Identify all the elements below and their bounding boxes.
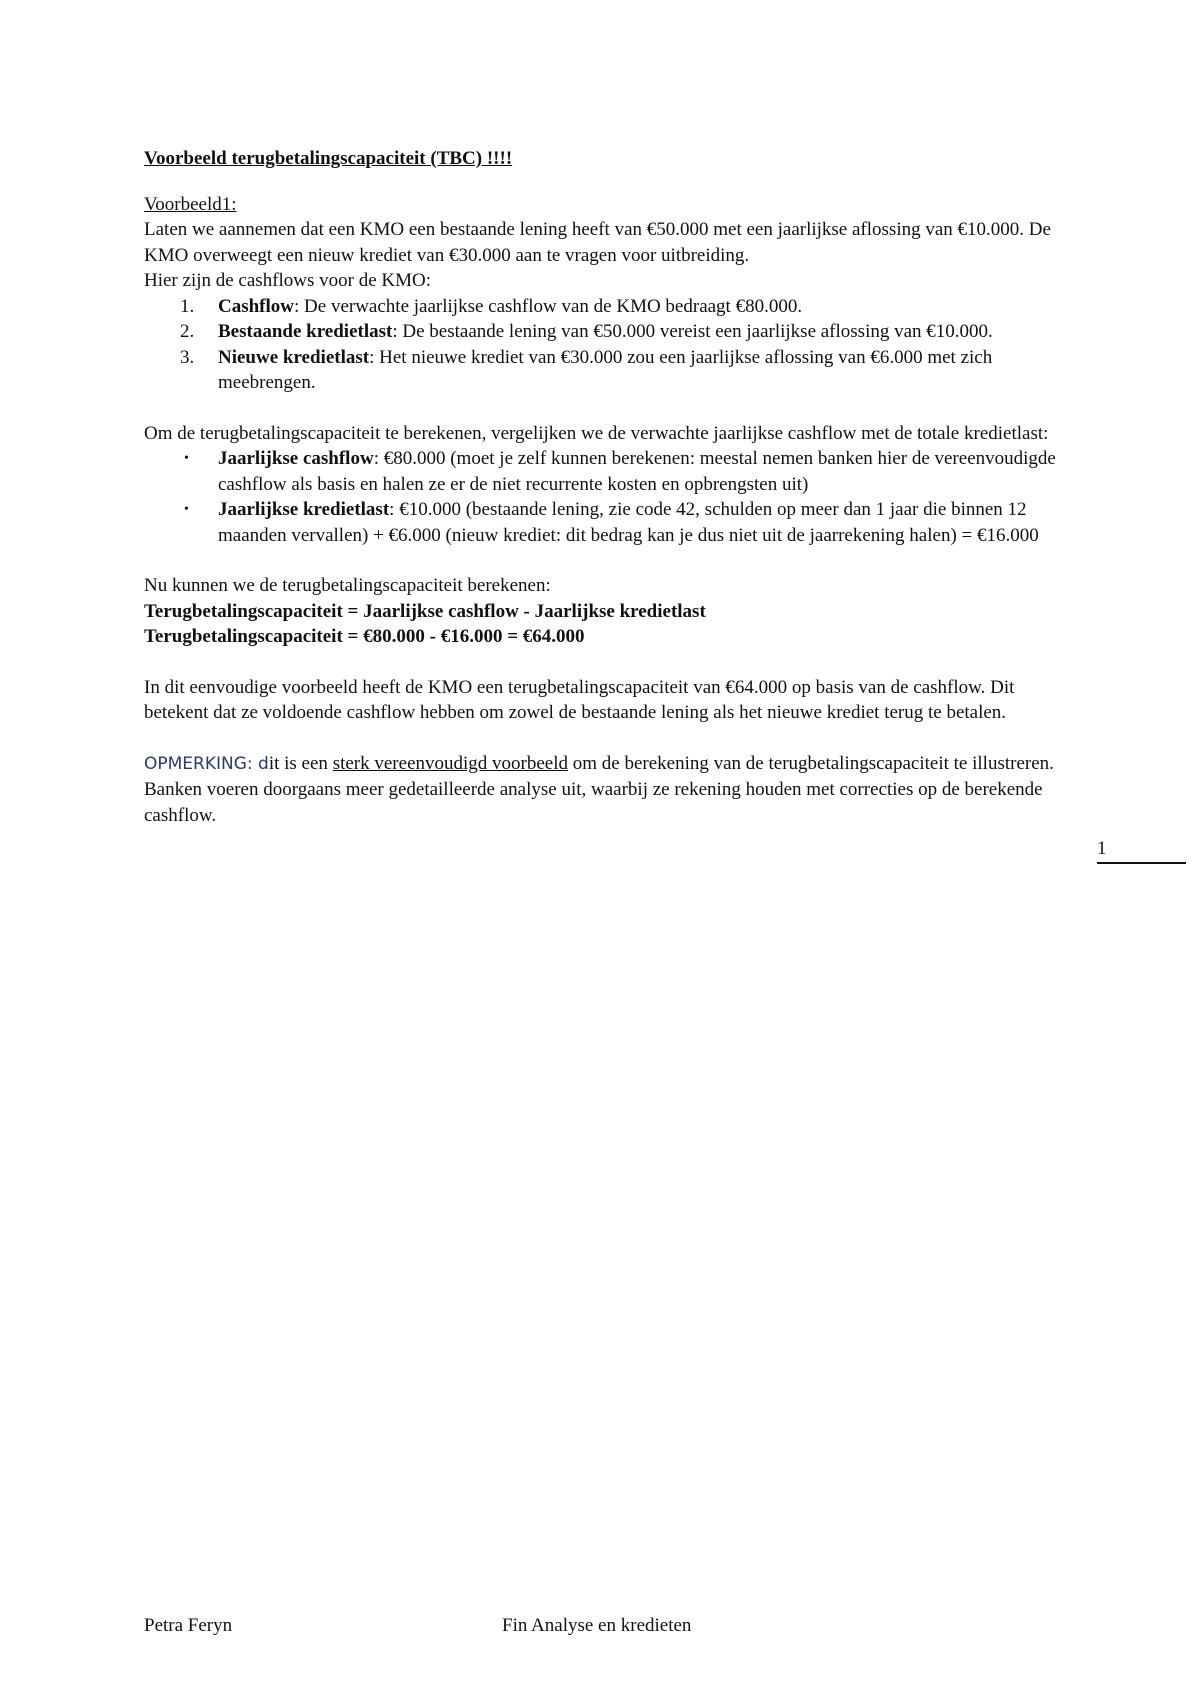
remark-paragraph	[144, 751, 1074, 829]
footer-author: Petra Feryn	[144, 1615, 233, 1636]
cashflows-intro: Hier zijn de cashflows voor de KMO:	[144, 270, 432, 291]
remark-text: om de berekening van de terugbetalingscapaciteit te illustreren. Banken voeren doorgaans meer gedetailleerde analyse uit, waarbij ze rekening houden met correcties op de berekende cashflow.	[144, 752, 1054, 826]
remark-underlined: sterk vereenvoudigd voorbeeld	[332, 752, 568, 774]
document-title: Voorbeeld terugbetalingscapaciteit (TBC) !!!!	[144, 148, 513, 169]
calc-intro: Nu kunnen we de terugbetalingscapaciteit berekenen:	[144, 575, 551, 596]
term-bold: Cashflow	[218, 295, 295, 317]
remark-text: it is een	[268, 752, 333, 774]
list-marker: 1.	[180, 295, 195, 317]
example-label: Voorbeeld1:	[144, 193, 237, 215]
bullet-icon: •	[184, 502, 189, 517]
list-item	[144, 497, 1074, 548]
footer-course: Fin Analyse en kredieten	[502, 1615, 692, 1636]
list-item	[144, 319, 1074, 345]
term-text: : €10.000 (bestaande lening, zie code 42, schulden op meer dan 1 jaar die binnen 12 maanden vervallen) + €6.000 (nieuw krediet: dit bedrag kan je dus niet uit de jaarrekening halen) = €16.000	[218, 499, 1039, 546]
conclusion-paragraph: In dit eenvoudige voorbeeld heeft de KMO een terugbetalingscapaciteit van €64.000 op basis van de cashflow. Dit betekent dat ze voldoende cashflow hebben om zowel de bestaande lening als het nieuwe krediet terug te betalen.	[144, 676, 1015, 723]
compare-intro: Om de terugbetalingscapaciteit te berekenen, vergelijken we de verwachte jaarlijkse cashflow met de totale kredietlast:	[144, 422, 1049, 444]
spacer	[144, 726, 1074, 751]
document-body	[144, 146, 1074, 828]
formula-line	[144, 599, 1074, 625]
intro-paragraph: Laten we aannemen dat een KMO een bestaande lening heeft van €50.000 met een jaarlijkse aflossing van €10.000. De KMO overweegt een nieuw krediet van €30.000 aan te vragen voor uitbreiding.	[144, 219, 1051, 266]
list-marker: 2.	[180, 321, 195, 342]
list-item	[144, 446, 1074, 497]
term-bold: Nieuwe kredietlast	[218, 346, 370, 368]
formula-2: Terugbetalingscapaciteit = €80.000 - €16.000 = €64.000	[144, 626, 585, 647]
bullet-icon: •	[184, 451, 189, 466]
term-text: : De bestaande lening van €50.000 vereist een jaarlijkse aflossing van €10.000.	[392, 321, 993, 342]
formula-1: Terugbetalingscapaciteit = Jaarlijkse cashflow - Jaarlijkse kredietlast	[144, 600, 706, 622]
page-number: 1	[1097, 838, 1107, 859]
spacer	[144, 396, 1074, 421]
numbered-list	[144, 294, 1074, 396]
term-bold: Jaarlijkse kredietlast	[218, 499, 390, 520]
term-text: : Het nieuwe krediet van €30.000 zou een jaarlijkse aflossing van €6.000 met zich meebrengen.	[218, 346, 993, 393]
spacer	[144, 548, 1074, 573]
spacer	[144, 650, 1074, 675]
bullet-list	[144, 446, 1074, 548]
page-number-rule	[1097, 862, 1186, 864]
term-bold: Jaarlijkse cashflow	[218, 448, 374, 469]
list-item	[144, 345, 1074, 396]
term-text: : €80.000 (moet je zelf kunnen berekenen: meestal nemen banken hier de vereenvoudigde cashflow als basis en halen ze er de niet recurrente kosten en opbrengsten uit)	[218, 448, 1056, 495]
remark-label: OPMERKING: d	[144, 753, 269, 774]
list-marker: 3.	[180, 346, 195, 368]
list-item	[144, 294, 1074, 320]
formula-line	[144, 624, 1074, 650]
term-bold: Bestaande kredietlast	[218, 321, 393, 342]
term-text: : De verwachte jaarlijkse cashflow van de KMO bedraagt €80.000.	[294, 295, 803, 317]
